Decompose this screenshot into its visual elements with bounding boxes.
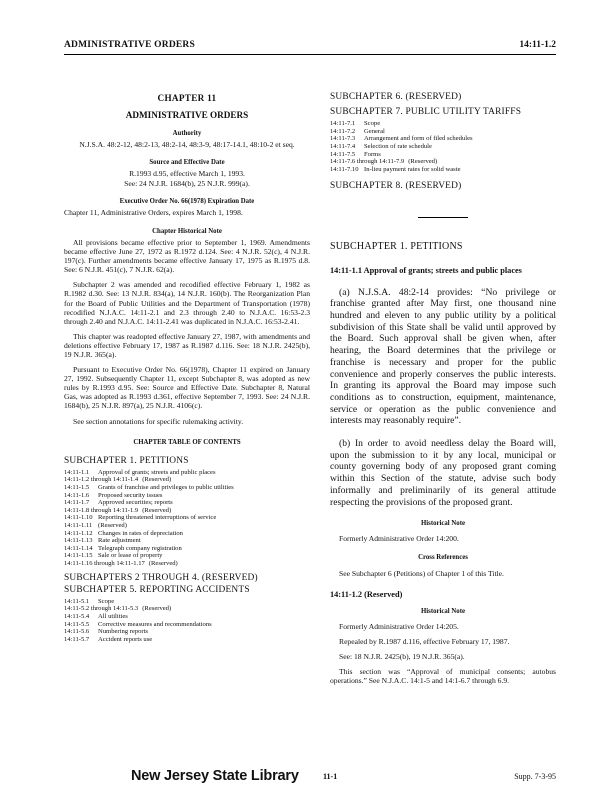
toc-entry-number: 14:11-1.13 [64,537,93,545]
toc-entry-number: 14:11-7.10 [330,165,359,173]
toc-entry [64,522,310,530]
historical-note-paragraph: Pursuant to Executive Order No. 66(1978), Chapter 11 expired on January 27, 1992. Subsequently Chapter 11, except Subchapter 8, was adopted as new rules by R.1993 d.95. See: Source and Effective Date. Subchapter 8, Natural Gas, was adopted as R.1993 d.361, effective September 7, 1993. See: 24 N.J.R. 1684(b), 25 N.J.R. 897(a), 25 N.J.R. 4106(c). [64,365,310,411]
toc-entry-title: All utilities [98,612,128,620]
toc-entry-title: (Reserved) [142,506,172,514]
toc-list [64,598,310,644]
toc-entry-number: 14:11-1.15 [64,552,93,560]
toc-entry-title: Accident reports use [98,635,153,643]
toc-entry-number: 14:11-1.1 [64,468,90,476]
running-header [64,38,556,55]
toc-entry-number: 14:11-1.11 [64,521,93,529]
toc-entry-number: 14:11-1.6 [64,491,90,499]
divider-rule [418,217,468,218]
toc-entry-number: 14:11-1.16 through 14:11-1.17 [64,559,145,567]
toc-entry [330,166,556,174]
toc-subchapter-7: SUBCHAPTER 7. PUBLIC UTILITY TARIFFS [330,107,522,118]
toc-entry-title: Selection of rate schedule [364,142,432,150]
historical-note-text: See: 18 N.J.R. 2425(b), 19 N.J.R. 365(a). [339,652,465,662]
toc-entry-title: Rate adjustment [98,537,141,545]
toc-entry [64,552,310,560]
source-line-1: R.1993 d.95, effective March 1, 1993. [129,169,245,179]
executive-order-text: Chapter 11, Administrative Orders, expires March 1, 1998. [64,207,243,217]
toc-entry [64,499,310,507]
toc-list [64,469,310,568]
toc-entry-title: (Reserved) [98,521,127,529]
toc-entry [64,530,310,538]
historical-note-heading: Historical Note [421,520,465,528]
historical-note-paragraph: All provisions became effective prior to September 1, 1969. Amendments became effective June 27, 1972 as R.1972 d.124. See: 4 N.J.R. 52(c), 4 N.J.R. 197(c). Further amendments became effective January 17, 1975 as R.1975 d.8. See: 6 N.J.R. 451(c), 7 N.J.R. 62(a). [64,237,310,275]
section-heading-1-2: 14:11-1.2 (Reserved) [330,589,403,599]
supplement-date: Supp. 7-3-95 [514,772,556,781]
toc-entry-title: Approval of grants; streets and public places [98,468,216,476]
toc-entry-number: 14:11-5.4 [64,612,90,620]
toc-entry-number: 14:11-5.1 [64,597,90,605]
toc-entry-number: 14:11-1.7 [64,499,90,507]
subchapter-1-title: SUBCHAPTER 1. PETITIONS [330,241,463,253]
toc-entry-number: 14:11-5.6 [64,628,90,636]
toc-entry [64,476,310,484]
historical-note-text: Formerly Administrative Order 14:200. [339,534,459,544]
page-number: 11-1 [323,772,338,781]
toc-entry [64,605,310,613]
historical-note-text: Formerly Administrative Order 14:205. [339,621,459,631]
toc-entry-number: 14:11-5.7 [64,635,90,643]
executive-order-heading: Executive Order No. 66(1978) Expiration Date [119,197,255,205]
toc-entry [64,507,310,515]
toc-entry [330,135,556,143]
toc-entry-title: Reporting threatened interruptions of service [98,514,217,522]
page-footer [0,766,612,790]
chapter-number: CHAPTER 11 [157,93,217,103]
toc-entry-title: (Reserved) [142,605,172,613]
toc-entry [330,120,556,128]
toc-entry [330,128,556,136]
toc-entry-number: 14:11-7.1 [330,120,356,128]
toc-entry [64,621,310,629]
left-column [64,88,310,646]
toc-entry [64,514,310,522]
toc-entry [64,613,310,621]
historical-note-heading: Historical Note [421,607,465,615]
toc-entry-title: Sale or lease of property [98,552,163,560]
toc-list [330,120,556,173]
toc-subchapter-8: SUBCHAPTER 8. (RESERVED) [330,181,462,192]
section-paragraph-b: (b) In order to avoid needless delay the Board will, upon the submission to it by any local, municipal or county governing body of any proposed grant coming within this Section of the statute, advise such body informally and preliminarily of its general attitude respecting the provisions of the proposed grant. [330,438,556,508]
library-stamp: New Jersey State Library [131,768,299,784]
toc-entry [330,158,556,166]
toc-entry-title: Scope [98,597,115,605]
toc-entry-title: Proposed security issues [98,491,163,499]
historical-note-text: Repealed by R.1987 d.116, effective February 17, 1987. [339,636,510,646]
toc-entry [64,628,310,636]
toc-subchapters-2-4: SUBCHAPTERS 2 THROUGH 4. (RESERVED) [64,572,258,583]
toc-entry-number: 14:11-7.3 [330,135,356,143]
toc-entry-number: 14:11-7.2 [330,127,356,135]
toc-entry-number: 14:11-1.14 [64,544,93,552]
toc-entry [64,636,310,644]
toc-entry [64,598,310,606]
right-column [330,88,556,691]
toc-heading: CHAPTER TABLE OF CONTENTS [133,438,241,446]
toc-entry-number: 14:11-1.12 [64,529,93,537]
toc-entry [64,560,310,568]
toc-entry-title: Numbering reports [98,628,148,636]
authority-text: N.J.S.A. 48:2-12, 48:2-13, 48:2-14, 48:3-9, 48:17-14.1, 48:10-2 et seq. [79,140,295,150]
toc-entry [64,545,310,553]
toc-entry-number: 14:11-7.5 [330,150,356,158]
historical-note-paragraph: Subchapter 2 was amended and recodified effective February 1, 1982 as R.1982 d.30. See: 13 N.J.R. 834(a), 14 N.J.R. 160(b). The Reorganization Plan for the Board of Public Utilities and the Department of Transportation (1978) recodified N.J.A.C. 14:11-2.1 and 2.3 through 2.40 to N.J.A.C. 16:53-2.3 through 2.40 and N.J.A.C. 14:11-2.41 was duplicated in N.J.A.C. 16:53-2.41. [64,280,310,326]
toc-entry-title: Arrangement and form of filed schedules [364,135,473,143]
historical-note-paragraph: This chapter was readopted effective January 27, 1987, with amendments and deletions effective February 17, 1987 as R.1987 d.116. See: 18 N.J.R. 2425(b), 19 N.J.R. 365(a). [64,331,310,359]
toc-entry [330,143,556,151]
toc-entry [330,151,556,159]
toc-entry-number: 14:11-1.2 through 14:11-1.4 [64,476,139,484]
section-paragraph-a: (a) N.J.S.A. 48:2-14 provides: “No privilege or franchise granted after May first, one thousand nine hundred and eleven to any public utility by a political subdivision of this State shall be valid until approved by the Board. Such approval shall be given when, after hearing, the Board determines that the privilege or franchise is necessary and proper for the public convenience and properly conserves the public interests. In granting its approval the Board may impose such conditions as to construction, equipment, maintenance, service or operation as the public convenience and interests may reasonably require”. [330,286,556,427]
toc-entry-title: Approved securities; reports [98,499,173,507]
historical-note-heading: Chapter Historical Note [152,227,222,235]
historical-note-paragraph: See section annotations for specific rulemaking activity. [73,416,244,426]
toc-entry-title: In-lieu payment rates for solid waste [364,165,461,173]
toc-entry-title: (Reserved) [408,158,438,166]
toc-entry-title: Scope [364,120,381,128]
toc-entry-number: 14:11-5.5 [64,620,90,628]
cross-references-heading: Cross References [418,554,468,562]
toc-entry-title: Changes in rates of depreciation [98,529,183,537]
toc-entry-title: Corrective measures and recommendations [98,620,212,628]
toc-entry [64,537,310,545]
toc-entry-title: Telegraph company registration [98,544,182,552]
chapter-title: ADMINISTRATIVE ORDERS [125,110,249,121]
toc-entry-number: 14:11-7.6 through 14:11-7.9 [330,158,405,166]
toc-subchapter-6: SUBCHAPTER 6. (RESERVED) [330,92,462,102]
toc-entry-title: General [364,127,385,135]
toc-subchapter-1: SUBCHAPTER 1. PETITIONS [64,455,189,466]
toc-entry-title: (Reserved) [142,476,172,484]
authority-heading: Authority [172,130,202,138]
source-line-2: See: 24 N.J.R. 1684(b), 25 N.J.R. 999(a). [124,178,250,188]
toc-entry [64,492,310,500]
toc-entry [64,484,310,492]
source-heading: Source and Effective Date [149,159,225,167]
header-title: ADMINISTRATIVE ORDERS [64,40,195,50]
toc-subchapter-5: SUBCHAPTER 5. REPORTING ACCIDENTS [64,584,250,595]
toc-entry-number: 14:11-1.8 through 14:11-1.9 [64,506,139,514]
toc-entry-number: 14:11-5.2 through 14:11-5.3 [64,605,139,613]
historical-note-text: This section was “Approval of municipal consents; autobus operations.” See N.J.A.C. 14:1-5 and 14:1-6.7 through 6.9. [330,667,556,686]
toc-entry-number: 14:11-1.10 [64,514,93,522]
cross-references-text: See Subchapter 6 (Petitions) of Chapter 1 of this Title. [339,568,504,578]
toc-entry-title: Forms [364,150,381,158]
toc-entry [64,469,310,477]
header-section-number: 14:11-1.2 [519,40,556,50]
toc-entry-number: 14:11-1.5 [64,484,90,491]
toc-entry-title: (Reserved) [148,559,178,567]
toc-entry-number: 14:11-7.4 [330,142,356,150]
toc-entry-title: Grants of franchise and privileges to public utilities [98,484,234,491]
section-heading-1-1: 14:11-1.1 Approval of grants; streets and public places [330,265,522,275]
